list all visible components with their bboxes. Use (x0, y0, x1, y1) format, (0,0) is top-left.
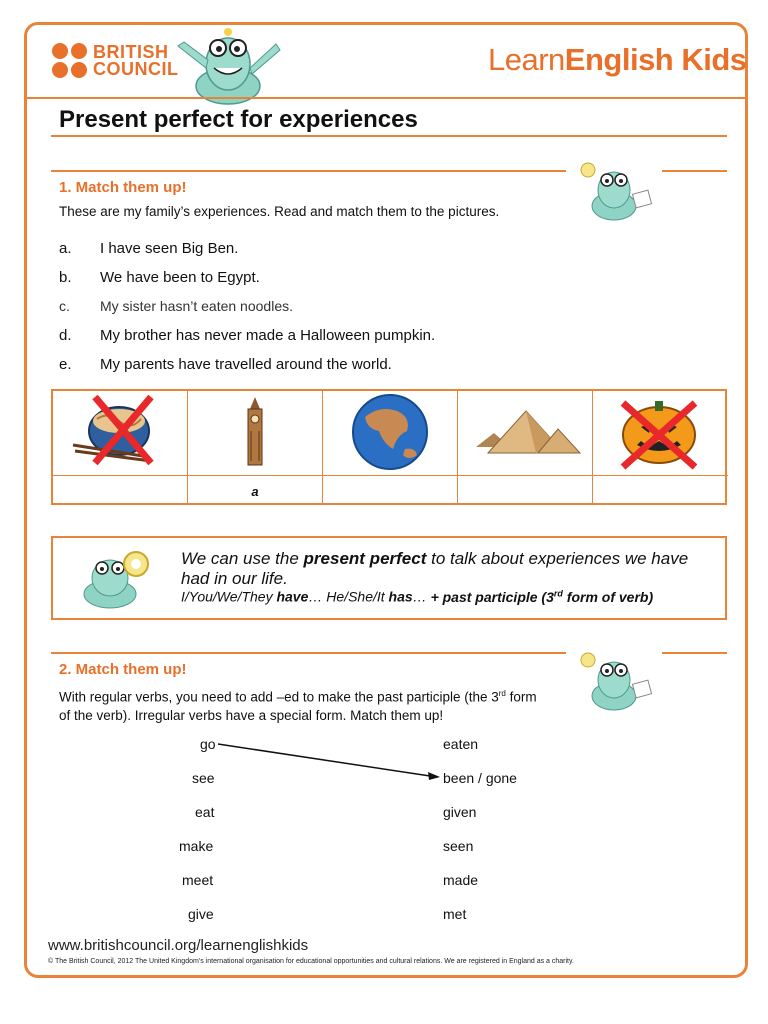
list-item: b. We have been to Egypt. (59, 269, 260, 286)
verb-left[interactable]: go (200, 736, 216, 752)
section2-rule-right (662, 652, 727, 654)
pyramids-icon (458, 391, 593, 475)
grammar-form-text: I/You/We/They have… He/She/It has… + past participle (3rd form of verb) (181, 588, 654, 605)
answer-cell[interactable] (458, 475, 593, 505)
verb-right[interactable]: given (443, 804, 477, 820)
list-item: c. My sister hasn’t eaten noodles. (59, 298, 293, 314)
section1-instructions: These are my family’s experiences. Read and match them to the pictures. (59, 204, 500, 219)
section2-rule (51, 652, 566, 654)
verb-right[interactable]: seen (443, 838, 474, 854)
section1-rule (51, 170, 566, 172)
mascot-idea-icon (74, 544, 166, 612)
verb-right[interactable]: been / gone (443, 770, 517, 786)
verb-left[interactable]: make (179, 838, 214, 854)
picture-cell (593, 391, 728, 475)
big-ben-icon (188, 391, 323, 475)
answer-cell[interactable]: a (188, 475, 323, 505)
verb-left[interactable]: see (192, 770, 215, 786)
example-match-arrow (216, 736, 446, 786)
page-title: Present perfect for experiences (59, 106, 418, 133)
answer-cell[interactable] (323, 475, 458, 505)
noodles-crossed-icon (53, 391, 188, 475)
grammar-rule-text: We can use the present perfect to talk about experiences we have had in our life. (181, 549, 689, 588)
mascot-icon (172, 26, 284, 106)
picture-cell (188, 391, 323, 475)
verb-right[interactable]: eaten (443, 736, 479, 752)
verb-right[interactable]: met (443, 906, 467, 922)
globe-icon (323, 391, 458, 475)
answer-cell[interactable] (53, 475, 188, 505)
verb-left[interactable]: give (188, 906, 214, 922)
picture-cell (458, 391, 593, 475)
pumpkin-crossed-icon (593, 391, 728, 475)
list-item: d. My brother has never made a Halloween pumpkin. (59, 327, 436, 344)
title-underline (51, 135, 727, 137)
footer-url-link[interactable]: www.britishcouncil.org/learnenglishkids (48, 937, 309, 954)
british-council-logo-icon (52, 43, 88, 79)
section1-rule-right (662, 170, 727, 172)
picture-cell (323, 391, 458, 475)
section2-instructions: With regular verbs, you need to add –ed to make the past participle (the 3rd form of the verb). Irregular verbs have a special form. Match them up! (59, 689, 537, 723)
mascot-thinking-icon (574, 158, 656, 224)
header-divider (27, 97, 745, 99)
section1-heading: 1. Match them up! (59, 179, 187, 196)
mascot-thinking-icon (574, 648, 656, 714)
footer-copyright: © The British Council, 2012 The United Kingdom’s international organisation for educational opportunities and cultural relations. We are registered in England as a charity. (48, 958, 574, 965)
verb-left[interactable]: eat (195, 804, 215, 820)
list-item: a. I have seen Big Ben. (59, 240, 239, 257)
verb-right[interactable]: made (443, 872, 479, 888)
brand-name: BRITISH COUNCIL (93, 42, 179, 79)
section2-heading: 2. Match them up! (59, 661, 187, 678)
picture-cell (53, 391, 188, 475)
answer-cell[interactable] (593, 475, 728, 505)
list-item: e. My parents have travelled around the world. (59, 356, 392, 373)
picture-match-table (51, 389, 727, 505)
learnenglish-kids-logo: LearnEnglish Kids (488, 42, 747, 77)
verb-left[interactable]: meet (182, 872, 214, 888)
